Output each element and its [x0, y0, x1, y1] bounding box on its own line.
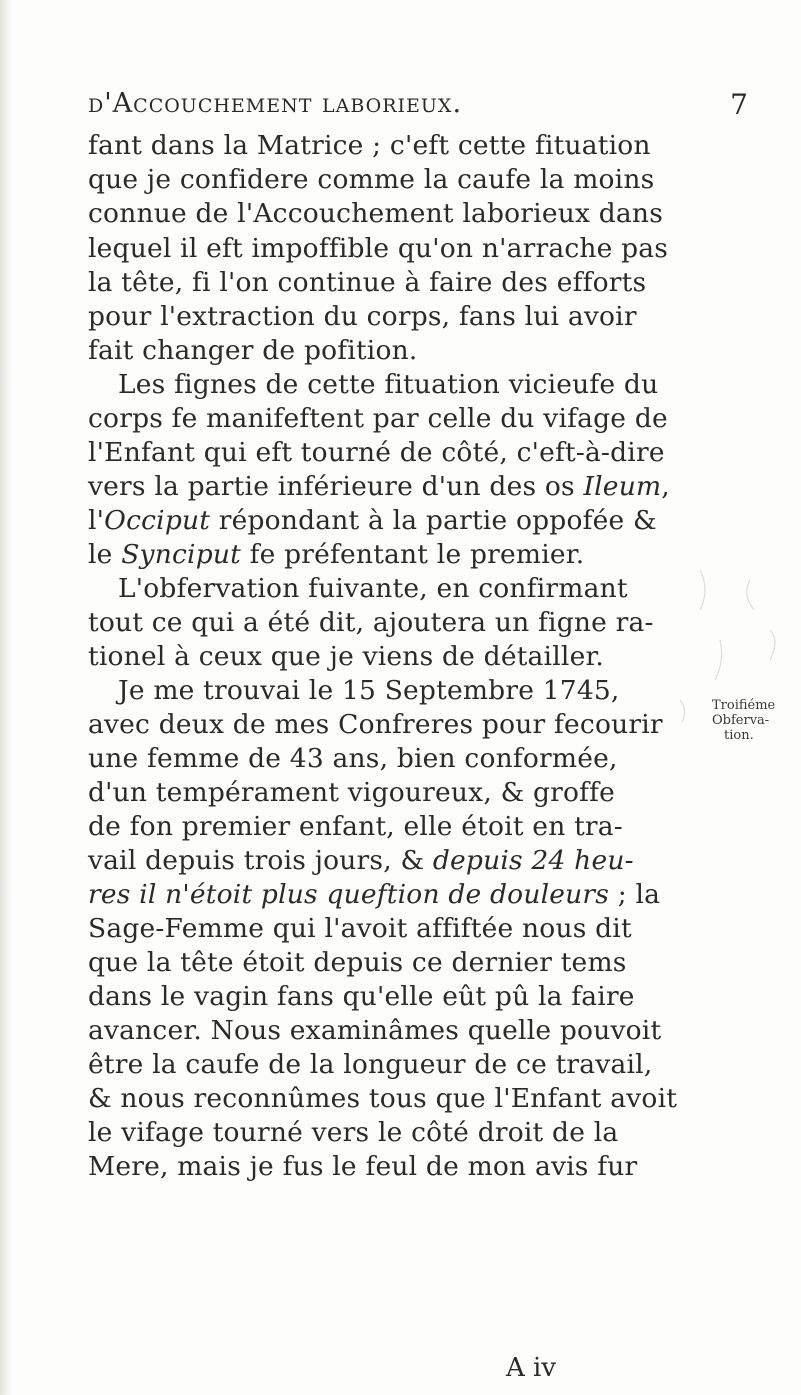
text-line: le vifage tourné vers le côté droit de la	[88, 1117, 619, 1148]
text-line: pour l'extraction du corps, fans lui avoir	[88, 301, 637, 332]
text-line: l'Occiput répondant à la partie oppofée &	[88, 505, 657, 536]
text-line: l'Enfant qui eft tourné de côté, c'eft-à-dire	[88, 437, 665, 468]
text-line: connue de l'Accouchement laborieux dans	[88, 198, 664, 229]
text-line: une femme de 43 ans, bien conformée,	[88, 743, 618, 774]
text-line: la tête, fi l'on continue à faire des efforts	[88, 267, 647, 298]
text-line: dans le vagin fans qu'elle eût pû la faire	[88, 981, 635, 1012]
text-line: fait changer de pofition.	[88, 335, 418, 366]
text-line: que je confidere comme la caufe la moins	[88, 164, 655, 195]
text-line: avancer. Nous examinâmes quelle pouvoit	[88, 1015, 662, 1046]
margin-note-line: Troifiéme	[712, 698, 776, 713]
text-line: d'un tempérament vigoureux, & groffe	[88, 777, 616, 808]
ink-show-through	[640, 560, 800, 800]
catchword: A iv	[506, 1353, 557, 1383]
text-line: corps fe manifeftent par celle du vifage de	[88, 403, 668, 434]
text-line: que la tête étoit depuis ce dernier tems	[88, 947, 627, 978]
running-title: d'Accouchement laborieux.	[88, 88, 463, 119]
text-line: Je me trouvai le 15 Septembre 1745,	[118, 675, 620, 706]
text-line: être la caufe de la longueur de ce travail,	[88, 1049, 653, 1080]
text-line: & nous reconnûmes tous que l'Enfant avoit	[88, 1083, 678, 1114]
text-line: Mere, mais je fus le feul de mon avis fur	[88, 1151, 638, 1182]
text-line: lequel il eft impoffible qu'on n'arrache pas	[88, 233, 669, 264]
text-line: Les fignes de cette fituation vicieufe du	[118, 369, 659, 400]
text-line: fant dans la Matrice ; c'eft cette fituation	[88, 130, 651, 161]
text-line: res il n'étoit plus queftion de douleurs ; la	[88, 879, 661, 910]
text-line: tionel à ceux que je viens de détailler.	[88, 641, 605, 672]
text-line: Sage-Femme qui l'avoit affiftée nous dit	[88, 913, 632, 944]
text-line: de fon premier enfant, elle étoit en tra-	[88, 811, 623, 842]
page-header	[88, 88, 748, 128]
text-line: avec deux de mes Confreres pour fecourir	[88, 709, 663, 740]
margin-note-line: Obferva-	[712, 713, 770, 728]
page-number: 7	[730, 88, 748, 121]
text-line: L'obfervation fuivante, en confirmant	[118, 573, 628, 604]
text-line: vail depuis trois jours, & depuis 24 heu-	[88, 845, 634, 876]
margin-note-line: tion.	[724, 728, 754, 743]
text-line: tout ce qui a été dit, ajoutera un figne ra-	[88, 607, 654, 638]
text-line: le Synciput fe préfentant le premier.	[88, 539, 585, 570]
page-gutter-shadow	[0, 0, 12, 1395]
text-line: vers la partie inférieure d'un des os Ileum,	[88, 471, 670, 502]
